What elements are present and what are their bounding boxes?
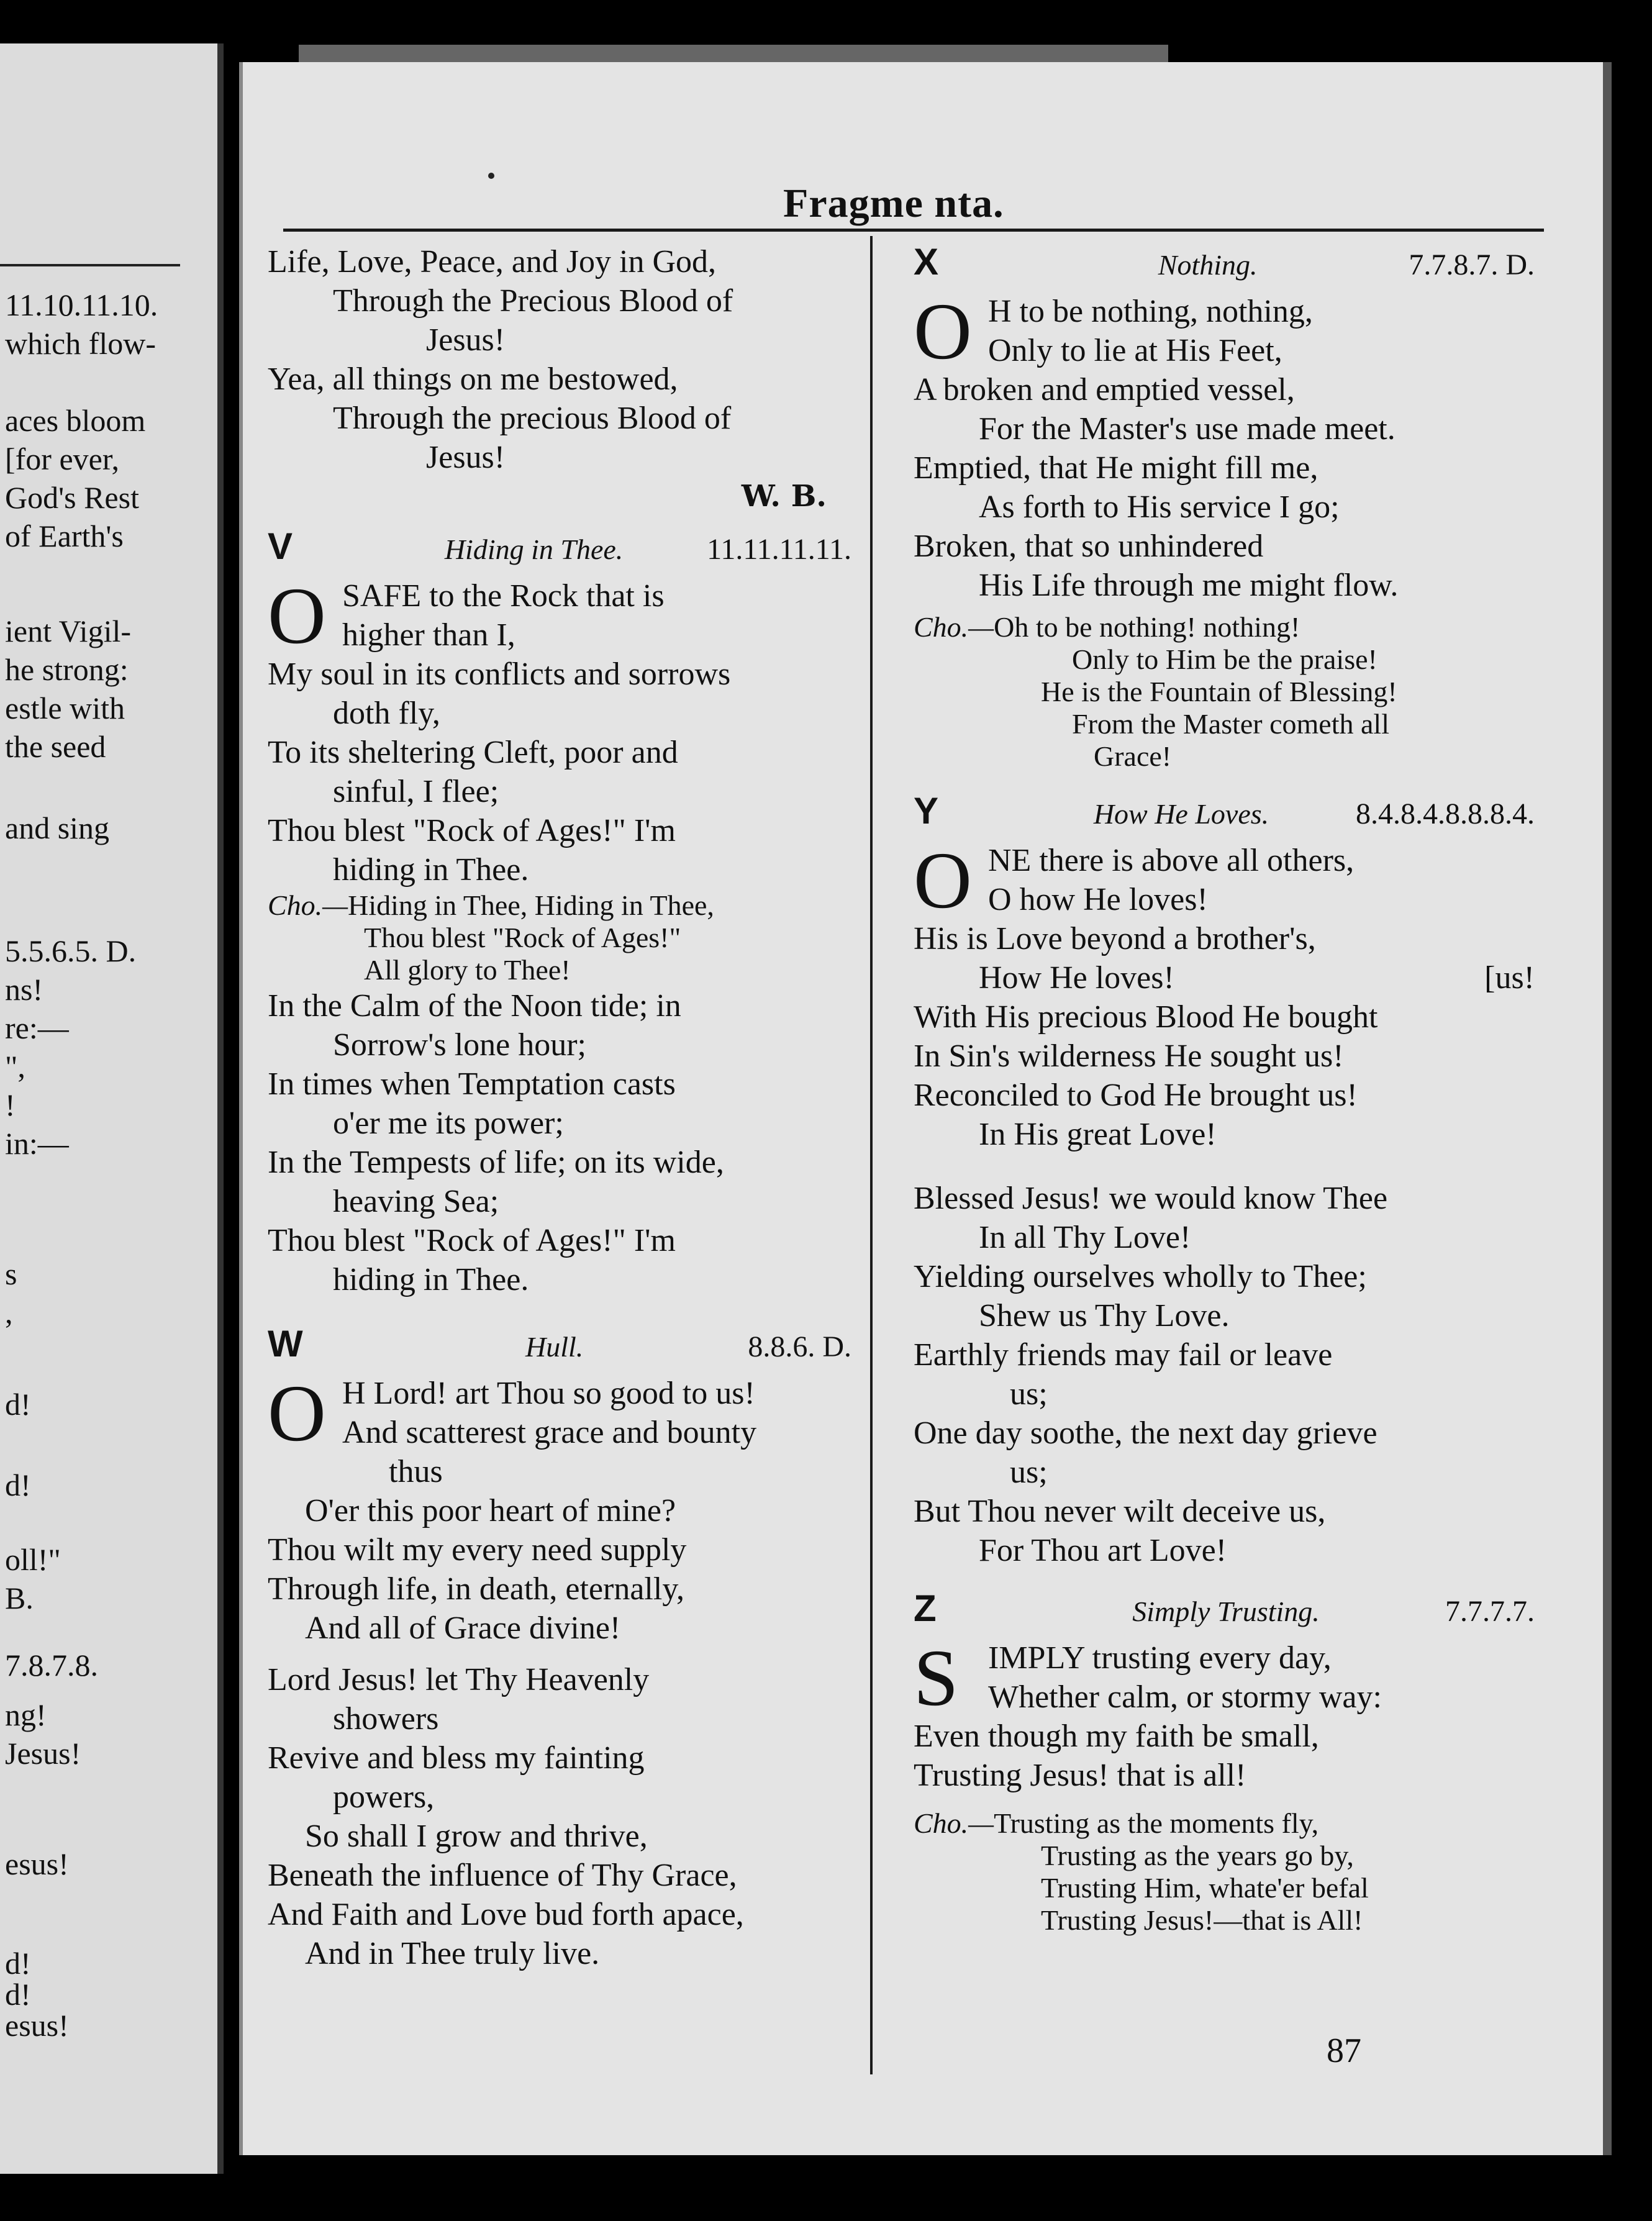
- verse-line: us;: [1010, 1455, 1048, 1490]
- chorus-line: Thou blest "Rock of Ages!": [364, 922, 681, 953]
- verse-line: And in Thee truly live.: [305, 1936, 600, 1971]
- left-fragment: which flow-: [5, 326, 156, 361]
- verse-line: SAFE to the Rock that is: [342, 578, 665, 614]
- verse-line: Only to lie at His Feet,: [988, 333, 1282, 368]
- left-fragment: d!: [5, 1977, 31, 2012]
- left-fragment: of Earth's: [5, 519, 124, 553]
- left-fragment: aces bloom: [5, 403, 146, 438]
- verse-line: Yea, all things on me bestowed,: [268, 361, 678, 397]
- hymn-letter: V: [268, 525, 293, 567]
- verse-line: hiding in Thee.: [333, 852, 529, 888]
- hymn-meter: 7.7.8.7. D.: [1409, 248, 1535, 281]
- drop-cap: O: [914, 287, 972, 376]
- left-fragment: he strong:: [5, 652, 129, 687]
- verse-line: powers,: [333, 1779, 435, 1815]
- verse-line: sinful, I flee;: [333, 774, 499, 809]
- hymn-title: Hull.: [525, 1331, 584, 1363]
- left-fragment: esus!: [5, 1846, 69, 1881]
- chorus-line: Oh to be nothing! nothing!: [994, 611, 1300, 643]
- verse-line: NE there is above all others,: [988, 843, 1355, 878]
- left-fragment: ns!: [5, 972, 43, 1007]
- verse-line: Broken, that so unhindered: [914, 529, 1264, 564]
- left-fragment: 5.5.6.5. D.: [5, 933, 137, 968]
- hymn-header: [914, 242, 1535, 292]
- left-fragment: d!: [5, 1946, 31, 1981]
- verse-line: Revive and bless my fainting: [268, 1740, 645, 1776]
- right-column: [914, 242, 1535, 1937]
- verse-line: Sorrow's lone hour;: [333, 1027, 587, 1063]
- hymn-letter: X: [914, 241, 939, 283]
- verse-line: doth fly,: [333, 696, 440, 731]
- chorus-line: Trusting as the moments fly,: [994, 1807, 1319, 1839]
- chorus-line: Trusting as the years go by,: [1041, 1840, 1354, 1871]
- print-speck: [488, 173, 494, 179]
- left-fragment: esus!: [5, 2008, 69, 2043]
- verse-line: So shall I grow and thrive,: [305, 1819, 648, 1854]
- drop-cap: O: [268, 1369, 326, 1458]
- verse-line: In times when Temptation casts: [268, 1066, 676, 1102]
- hymn-verse: [268, 1369, 851, 1491]
- chorus: [268, 889, 851, 986]
- left-fragment: Jesus!: [5, 1736, 81, 1771]
- left-fragment: and sing: [5, 811, 110, 845]
- left-fragment: d!: [5, 1387, 31, 1422]
- left-fragment: B.: [5, 1581, 34, 1615]
- left-page-rule: [0, 264, 180, 266]
- verse-line-text: How He loves!: [979, 960, 1174, 996]
- hymn-verse: [914, 836, 1535, 925]
- chorus-label: Cho.—: [268, 889, 348, 921]
- verse-line: Blessed Jesus! we would know Thee: [914, 1181, 1388, 1216]
- left-fragment: the seed: [5, 729, 106, 764]
- left-fragment: ,: [5, 1295, 13, 1330]
- verse-line: And Faith and Love bud forth apace,: [268, 1897, 744, 1932]
- verse-line: Thou blest "Rock of Ages!" I'm: [268, 813, 676, 848]
- left-fragment: !: [5, 1088, 16, 1122]
- hymn-meter: 11.11.11.11.: [707, 533, 851, 566]
- verse-line: And scatterest grace and bounty: [342, 1415, 757, 1450]
- verse-line: As forth to His service I go;: [979, 489, 1340, 525]
- left-page-edge: [0, 43, 224, 2174]
- verse-line: Life, Love, Peace, and Joy in God,: [268, 244, 717, 279]
- verse-line: O'er this poor heart of mine?: [305, 1493, 676, 1528]
- verse-line: showers: [333, 1701, 439, 1737]
- verse-line: A broken and emptied vessel,: [914, 372, 1295, 407]
- verse-line: To its sheltering Cleft, poor and: [268, 735, 678, 770]
- verse-line: But Thou never wilt deceive us,: [914, 1494, 1326, 1529]
- hymn-letter: W: [268, 1323, 303, 1365]
- drop-cap: S: [914, 1633, 959, 1723]
- verse-line: Thou wilt my every need supply: [268, 1532, 687, 1568]
- verse-line: Whether calm, or stormy way:: [988, 1679, 1382, 1715]
- verse-line: In all Thy Love!: [979, 1220, 1191, 1255]
- column-divider: [870, 236, 873, 2074]
- verse-line: hiding in Thee.: [333, 1262, 529, 1297]
- drop-cap: O: [268, 571, 326, 661]
- chorus-label: Cho.—: [914, 1807, 994, 1839]
- verse-line: Through the precious Blood of: [333, 401, 732, 436]
- verse-line: His is Love beyond a brother's,: [914, 921, 1316, 956]
- verse-line: Trusting Jesus! that is all!: [914, 1758, 1246, 1793]
- verse-line: His Life through me might flow.: [979, 568, 1399, 603]
- hymn-header: [268, 527, 851, 576]
- verse-line: Jesus!: [426, 322, 506, 358]
- hymn-verse: [914, 1633, 1535, 1723]
- chorus: [914, 611, 1535, 773]
- verse-line: Shew us Thy Love.: [979, 1298, 1230, 1333]
- left-fragment: 7.8.7.8.: [5, 1648, 98, 1683]
- verse-line: In His great Love!: [979, 1117, 1217, 1152]
- verse-line: In the Calm of the Noon tide; in: [268, 988, 681, 1024]
- left-fragment: re:—: [5, 1011, 69, 1045]
- verse-line: My soul in its conflicts and sorrows: [268, 656, 731, 692]
- verse-line: Thou blest "Rock of Ages!" I'm: [268, 1223, 676, 1258]
- verse-line: [914, 958, 1535, 997]
- left-fragment: ient Vigil-: [5, 614, 132, 648]
- left-fragment: ",: [5, 1049, 25, 1084]
- verse-line: For the Master's use made meet.: [979, 411, 1396, 447]
- left-fragment: s: [5, 1256, 17, 1291]
- hymn-title: Nothing.: [1158, 249, 1258, 281]
- left-fragment: oll!": [5, 1542, 61, 1577]
- verse-line: Beneath the influence of Thy Grace,: [268, 1858, 737, 1893]
- verse-line: Reconciled to God He brought us!: [914, 1078, 1358, 1113]
- hymn-header: [914, 1589, 1535, 1638]
- verse-line: IMPLY trusting every day,: [988, 1640, 1332, 1676]
- verse-line: With His precious Blood He bought: [914, 999, 1378, 1035]
- left-column: [268, 242, 851, 1973]
- verse-line: For Thou art Love!: [979, 1533, 1227, 1568]
- page-title: Fragme nta.: [783, 181, 1004, 226]
- hymn-header: [268, 1324, 851, 1374]
- hymn-title: Simply Trusting.: [1132, 1596, 1320, 1627]
- verse-line: O how He loves!: [988, 882, 1208, 917]
- verse-line: One day soothe, the next day grieve: [914, 1415, 1377, 1451]
- left-fragment: God's Rest: [5, 480, 139, 515]
- hymn-meter: 8.4.8.4.8.8.8.4.: [1356, 797, 1535, 830]
- verse-line: Yielding ourselves wholly to Thee;: [914, 1259, 1367, 1294]
- left-fragment: ng!: [5, 1697, 47, 1732]
- left-fragment: d!: [5, 1468, 31, 1502]
- hymn-verse: [268, 571, 851, 661]
- verse-line: In the Tempests of life; on its wide,: [268, 1145, 724, 1180]
- verse-line: thus: [389, 1454, 443, 1489]
- hymn-letter: Z: [914, 1587, 937, 1629]
- verse-line: Through life, in death, eternally,: [268, 1571, 684, 1607]
- author-signature: W. B.: [741, 479, 827, 514]
- verse-line: us;: [1010, 1376, 1048, 1412]
- page-number: 87: [1327, 2032, 1361, 2070]
- chorus-line: Hiding in Thee, Hiding in Thee,: [348, 889, 714, 921]
- chorus-label: Cho.—: [914, 611, 994, 643]
- verse-line: In Sin's wilderness He sought us!: [914, 1038, 1344, 1074]
- verse-line: Earthly friends may fail or leave: [914, 1337, 1333, 1373]
- verse-line: Through the Precious Blood of: [333, 283, 733, 319]
- chorus-line: He is the Fountain of Blessing!: [1041, 676, 1397, 707]
- verse-line: H to be nothing, nothing,: [988, 294, 1313, 329]
- drop-cap: O: [914, 836, 972, 925]
- verse-line: heaving Sea;: [333, 1184, 499, 1219]
- chorus-line: Trusting Jesus!—that is All!: [1041, 1904, 1363, 1936]
- chorus-line: From the Master cometh all: [1072, 708, 1389, 740]
- verse-line: Lord Jesus! let Thy Heavenly: [268, 1662, 650, 1697]
- left-fragment: 11.10.11.10.: [5, 288, 158, 322]
- chorus-line: Only to Him be the praise!: [1072, 643, 1377, 675]
- main-page: [239, 62, 1612, 2155]
- chorus-line: All glory to Thee!: [364, 954, 571, 986]
- page-top-strip: [299, 45, 1168, 62]
- hymn-verse: [914, 287, 1535, 376]
- verse-line: Jesus!: [426, 440, 506, 475]
- hymn-meter: 7.7.7.7.: [1445, 1595, 1535, 1628]
- verse-line: H Lord! art Thou so good to us!: [342, 1376, 755, 1411]
- hymn-title: How He Loves.: [1093, 798, 1269, 830]
- left-fragment: [for ever,: [5, 442, 119, 476]
- verse-line: Emptied, that He might fill me,: [914, 450, 1318, 486]
- hymn-title: Hiding in Thee.: [444, 534, 624, 565]
- hymn-meter: 8.8.6. D.: [748, 1330, 851, 1363]
- chorus-line: Trusting Him, whate'er befal: [1041, 1872, 1369, 1904]
- verse-line: o'er me its power;: [333, 1106, 564, 1141]
- verse-line: And all of Grace divine!: [305, 1610, 621, 1646]
- header-rule: [283, 229, 1544, 232]
- overflow-word: [us!: [1484, 960, 1535, 996]
- hymn-letter: Y: [914, 790, 939, 832]
- verse-line: Even though my faith be small,: [914, 1719, 1319, 1754]
- left-fragment: estle with: [5, 691, 125, 725]
- chorus-line: Grace!: [1094, 740, 1172, 772]
- left-fragment: in:—: [5, 1126, 69, 1161]
- verse-line: higher than I,: [342, 617, 515, 653]
- chorus: [914, 1807, 1535, 1937]
- hymn-header: [914, 791, 1535, 841]
